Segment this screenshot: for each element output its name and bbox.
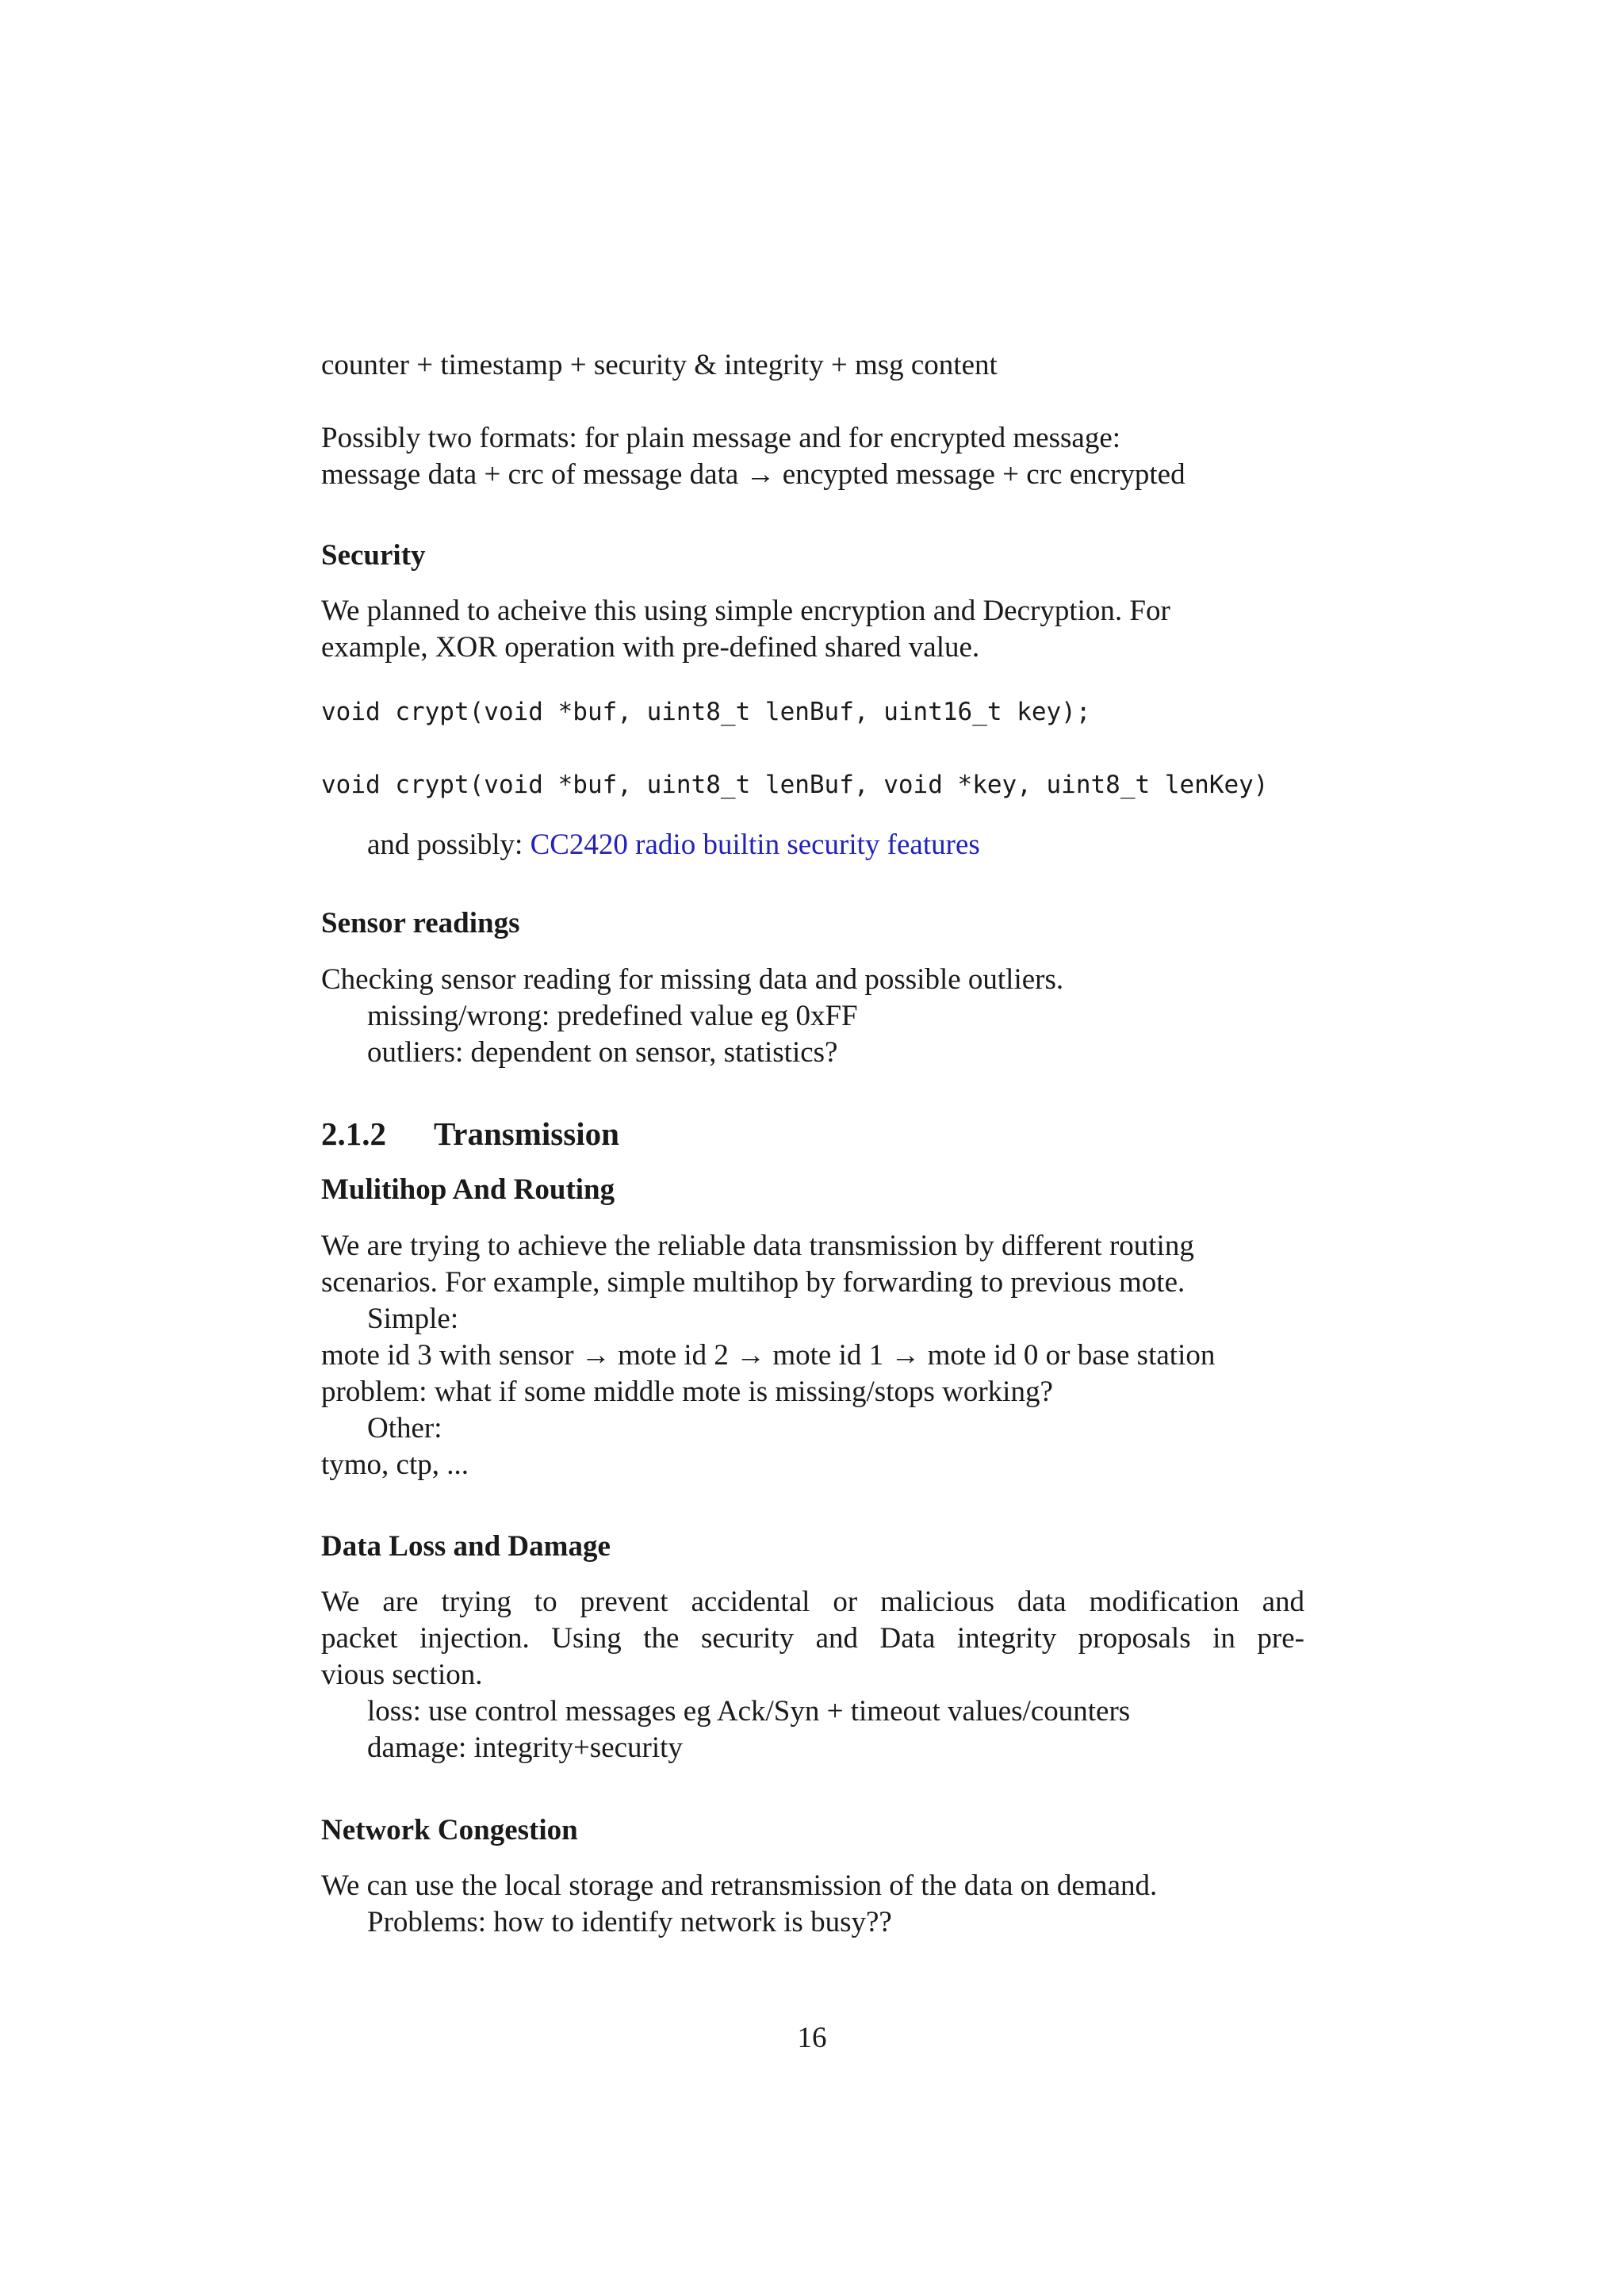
data-loss-heading: Data Loss and Damage — [321, 1530, 611, 1563]
possibly-line: and possibly: CC2420 radio builtin security features — [367, 828, 980, 861]
section-title: Transmission — [434, 1115, 619, 1152]
security-paragraph: We planned to acheive this using simple encryption and Decryption. For example, XOR operation with pre-defined shared value. — [321, 595, 1170, 664]
page-number: 16 — [797, 2022, 827, 2054]
code-crypt-signature-1: void crypt(void *buf, uint8_t lenBuf, uint16_t key); — [321, 698, 1091, 726]
section-number: 2.1.2 — [321, 1115, 386, 1152]
network-congestion-heading: Network Congestion — [321, 1814, 578, 1846]
sensor-paragraph: Checking sensor reading for missing data and possible outliers. missing/wrong: predefined value eg 0xFF outliers: dependent on sensor, statistics? — [321, 963, 1064, 1069]
cc2420-security-link[interactable]: CC2420 radio builtin security features — [530, 828, 980, 861]
message-format-line: counter + timestamp + security & integrity + msg content — [321, 349, 998, 381]
multihop-heading: Mulitihop And Routing — [321, 1173, 615, 1206]
security-heading: Security — [321, 539, 426, 572]
sensor-readings-heading: Sensor readings — [321, 907, 520, 939]
code-crypt-signature-2: void crypt(void *buf, uint8_t lenBuf, void *key, uint8_t lenKey) — [321, 771, 1269, 799]
congestion-paragraph: We can use the local storage and retransmission of the data on demand. Problems: how to identify network is busy?? — [321, 1869, 1158, 1938]
section-heading-transmission — [321, 1114, 1304, 1154]
formats-line-1: Possibly two formats: for plain message and for encrypted message: — [321, 422, 1121, 454]
multihop-paragraph: We are trying to achieve the reliable data transmission by different routing scenarios. For example, simple multihop by forwarding to previous mote. Simple: mote id 3 with sensor → mote id 2 → mote id 1 → mote id 0 or base station problem: what if some middle mote is missing/stops working? Other: tymo, ctp, ... — [321, 1230, 1216, 1481]
data-loss-paragraph: We are trying to prevent accidental or malicious data modification and packet injection. Using the security and Data integrity proposals in pre- vious section. loss: use control messages eg Ack/Syn + timeout values/counters damage: integrity+security — [321, 1586, 1304, 1764]
formats-line-2: message data + crc of message data → encypted message + crc encrypted — [321, 458, 1185, 491]
formats-paragraph — [321, 420, 1304, 493]
